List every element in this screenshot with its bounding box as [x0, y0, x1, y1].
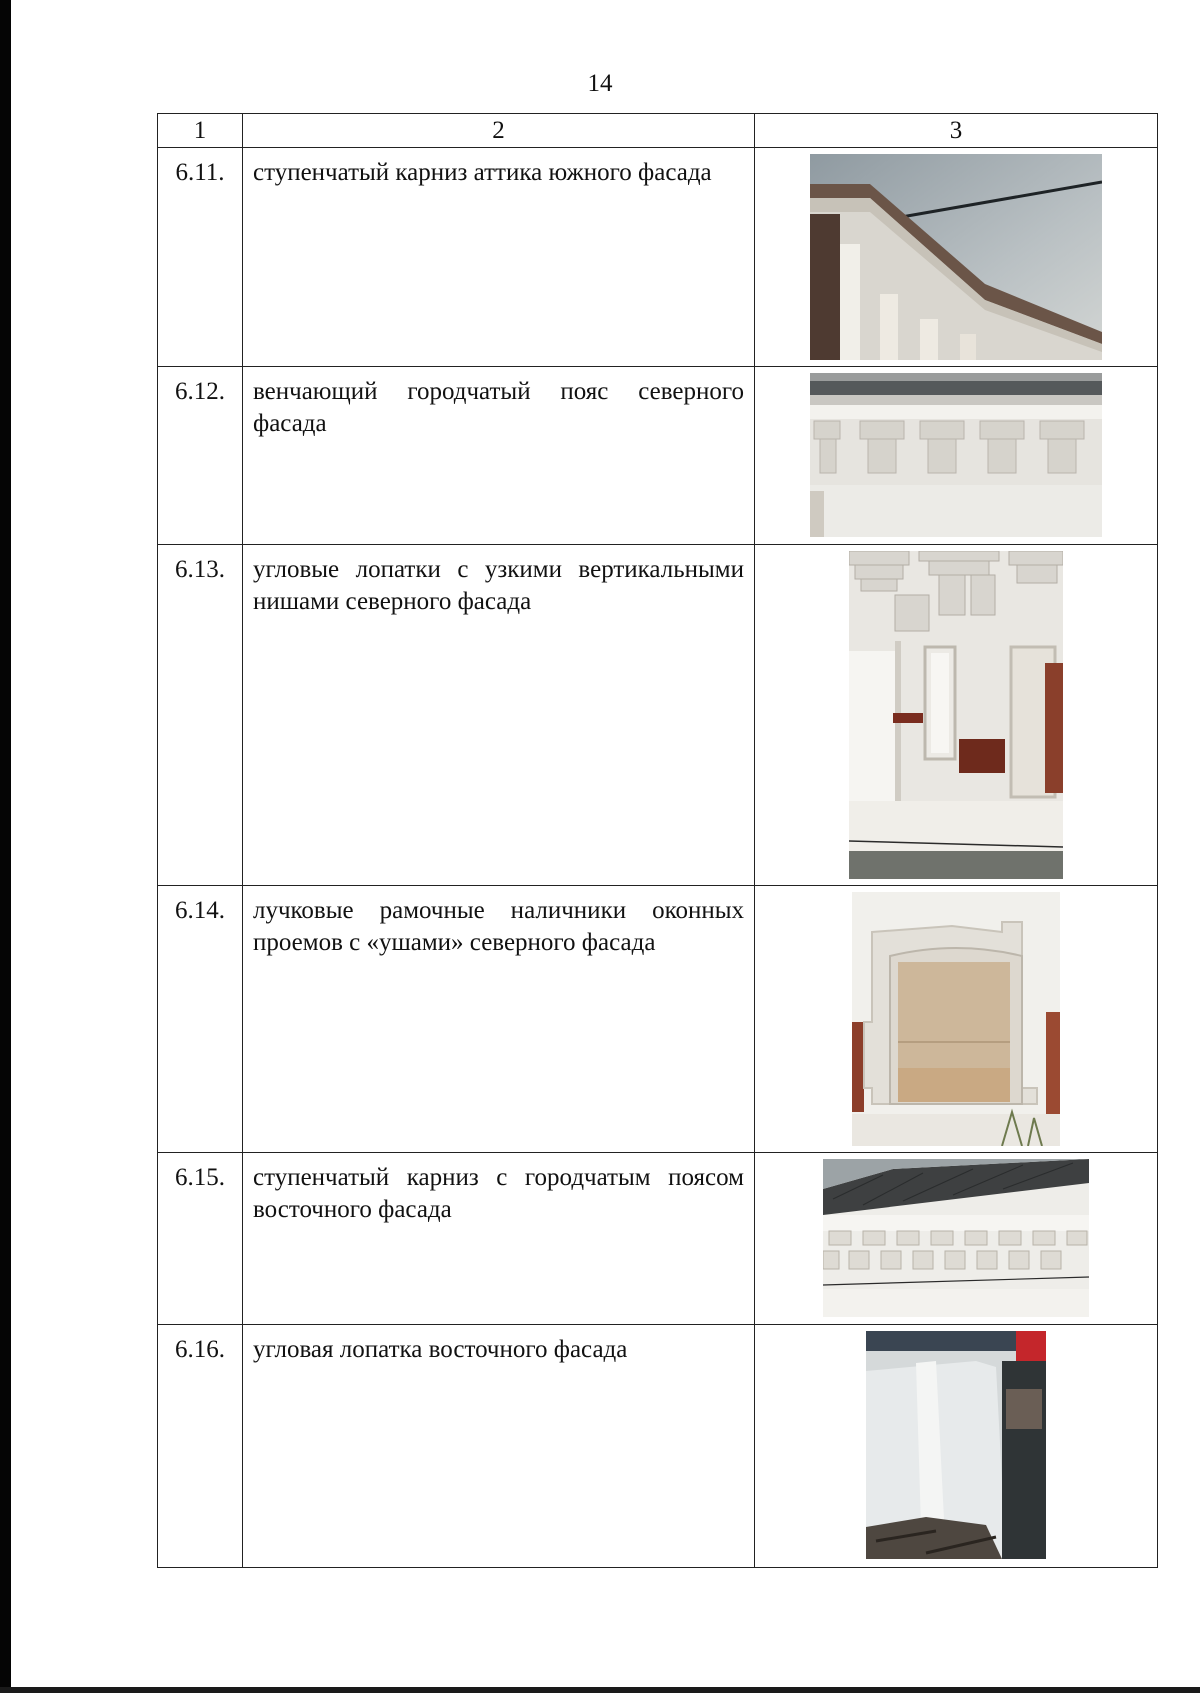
header-col-1: 1 — [158, 114, 243, 148]
stepped-cornice-photo — [823, 1159, 1089, 1317]
row-number: 6.11. — [158, 148, 243, 367]
table-row — [158, 367, 1158, 545]
scan-edge-left — [0, 0, 11, 1693]
row-description: угловые лопатки с узкими вертикальными нишами северного фасада — [243, 545, 755, 886]
table-row — [158, 545, 1158, 886]
row-number: 6.15. — [158, 1153, 243, 1325]
row-description: ступенчатый карниз аттика южного фасада — [243, 148, 755, 367]
crenellated-belt-photo — [810, 373, 1102, 537]
row-number: 6.16. — [158, 1325, 243, 1568]
row-description: лучковые рамочные наличники оконных проемов с «ушами» северного фасада — [243, 886, 755, 1153]
attic-cornice-photo — [810, 154, 1102, 360]
row-description: угловая лопатка восточного фасада — [243, 1325, 755, 1568]
table-row — [158, 1325, 1158, 1568]
row-number: 6.13. — [158, 545, 243, 886]
row-number: 6.14. — [158, 886, 243, 1153]
window-frame-photo — [852, 892, 1060, 1146]
header-col-3: 3 — [755, 114, 1158, 148]
table-row — [158, 886, 1158, 1153]
row-description: венчающий городчатый пояс северного фасада — [243, 367, 755, 545]
header-col-2: 2 — [243, 114, 755, 148]
elements-table — [157, 113, 1158, 1568]
corner-pilasters-photo — [849, 551, 1063, 879]
table-header-row — [158, 114, 1158, 148]
table-row — [158, 148, 1158, 367]
corner-pilaster-east-photo — [866, 1331, 1046, 1559]
page-number: 14 — [587, 70, 613, 97]
table-row — [158, 1153, 1158, 1325]
row-number: 6.12. — [158, 367, 243, 545]
scan-edge-bottom — [0, 1687, 1200, 1693]
row-description: ступенчатый карниз с городчатым поясом восточного фасада — [243, 1153, 755, 1325]
